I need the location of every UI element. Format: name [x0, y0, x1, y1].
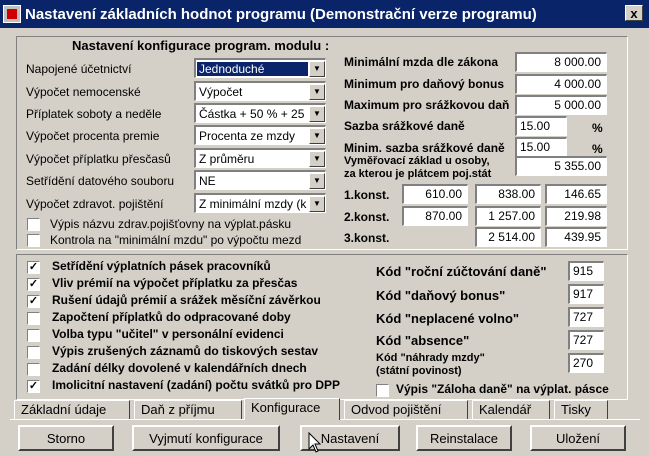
vymerovaci-field[interactable]: 5 355.00: [515, 156, 607, 176]
tab-tisky[interactable]: Tisky: [554, 400, 608, 420]
code-field[interactable]: 727: [568, 307, 604, 327]
combo-value: Výpočet: [199, 84, 243, 99]
chevron-down-icon[interactable]: ▼: [309, 173, 325, 189]
konst-field[interactable]: 610.00: [402, 184, 468, 204]
chevron-down-icon[interactable]: ▼: [309, 61, 325, 77]
tab-odvod-pojisteni[interactable]: Odvod pojištění: [344, 400, 468, 420]
min-bonus-field[interactable]: 4 000.00: [515, 74, 607, 94]
konst-label: 2.konst.: [344, 210, 390, 224]
checkbox-vypis-zrusenych[interactable]: [27, 346, 40, 359]
percent-unit: %: [592, 142, 603, 156]
checkbox-label: Vliv prémií na výpočet příplatku za přesčas: [52, 276, 298, 290]
checkbox-vliv-premii[interactable]: ✓: [28, 278, 39, 290]
vyjmuti-konfigurace-button[interactable]: Vyjmutí konfigurace: [132, 425, 280, 451]
chevron-down-icon[interactable]: ▼: [309, 151, 325, 167]
vypocet-nemocenske-combo[interactable]: [194, 81, 326, 101]
max-srazkova-label: Maximum pro srážkovou daň: [344, 98, 510, 112]
chevron-down-icon[interactable]: ▼: [309, 196, 325, 212]
zdravot-pojisteni-combo[interactable]: [194, 193, 326, 213]
checkbox-kontrola-mzdy[interactable]: [27, 234, 40, 247]
checkbox-label: Rušení údajů prémií a srážek měsíční závěrkou: [52, 293, 321, 307]
checkbox-pocet-svatku[interactable]: ✓: [28, 380, 39, 392]
code-label: Kód "roční zúčtování daně": [376, 264, 547, 279]
section-title: Nastavení konfigurace program. modulu :: [72, 38, 330, 53]
max-srazkova-field[interactable]: 5 000.00: [515, 95, 607, 115]
tab-konfigurace[interactable]: Konfigurace: [244, 398, 340, 420]
setting-label: Setřídění datového souboru: [26, 174, 175, 188]
chevron-down-icon[interactable]: ▼: [309, 106, 325, 122]
checkbox-volba-ucitel[interactable]: [27, 329, 40, 342]
vypocet-premie-combo[interactable]: [194, 125, 326, 145]
konst-label: 1.konst.: [344, 188, 390, 202]
setting-label: Výpočet zdravot. pojištění: [26, 197, 164, 211]
chevron-down-icon[interactable]: ▼: [309, 128, 325, 144]
checkbox-label: Setřídění výplatních pásek pracovníků: [52, 259, 271, 273]
checkbox-zaloha-dane[interactable]: [376, 384, 389, 397]
checkbox-label: Kontrola na "minimální mzdu" po výpočtu mezd: [50, 233, 302, 247]
code-label: Kód "neplacené volno": [376, 311, 520, 326]
code-field[interactable]: 727: [568, 330, 604, 350]
min-sazba-srazkove-field[interactable]: 15.00: [515, 137, 567, 157]
setting-label: Výpočet příplatku přesčasů: [26, 152, 171, 166]
app-icon: [3, 5, 21, 23]
nahrady-label-2: (státní povinost): [376, 365, 462, 377]
ulozeni-button[interactable]: Uložení: [530, 425, 626, 451]
min-bonus-label: Minimum pro daňový bonus: [344, 77, 505, 91]
nastaveni-button[interactable]: Nastavení: [300, 425, 400, 451]
checkbox-label: Započtení příplatků do odpracované doby: [52, 310, 291, 324]
code-field[interactable]: 915: [568, 261, 604, 281]
combo-value: Z průměru: [199, 151, 255, 166]
konst-field[interactable]: 870.00: [402, 206, 468, 226]
code-label: Kód "absence": [376, 333, 470, 348]
checkbox-label: Výpis názvu zdrav.pojišťovny na výplat.pásku: [50, 217, 292, 231]
code-label: Kód "daňový bonus": [376, 288, 506, 303]
checkbox-ruseni-udaju[interactable]: ✓: [28, 295, 39, 307]
setting-label: Výpočet procenta premie: [26, 129, 160, 143]
priplatek-soboty-combo[interactable]: [194, 103, 326, 123]
chevron-down-icon[interactable]: ▼: [309, 84, 325, 100]
vymerovaci-label-2: za kterou je plátcem poj.stát: [344, 168, 492, 180]
mouse-cursor-icon: [308, 432, 322, 454]
setting-label: Příplatek soboty a neděle: [26, 107, 162, 121]
setting-label: Výpočet nemocenské: [26, 85, 141, 99]
sazba-srazkove-field[interactable]: 15.00: [515, 116, 567, 136]
nahrady-field[interactable]: 270: [568, 353, 604, 373]
reinstalace-button[interactable]: Reinstalace: [416, 425, 512, 451]
percent-unit: %: [592, 121, 603, 135]
konst-field[interactable]: 1 257.00: [475, 206, 541, 226]
checkbox-label: Výpis zrušených záznamů do tiskových sestav: [52, 344, 319, 358]
code-field[interactable]: 917: [568, 284, 604, 304]
konst-field[interactable]: 146.65: [545, 184, 607, 204]
title-bar: [0, 0, 649, 28]
combo-value: Z minimální mzdy (k: [199, 196, 307, 211]
storno-button[interactable]: Storno: [18, 425, 114, 451]
konst-field[interactable]: 439.95: [545, 227, 607, 247]
checkbox-label: Výpis "Záloha daně" na výplat. pásce: [396, 382, 609, 396]
checkbox-label: Imolicitní nastavení (zadání) počtu svátků pro DPP: [52, 378, 341, 392]
tab-dan-z-prijmu[interactable]: Daň z příjmu: [134, 400, 242, 420]
checkbox-zapocteni-priplatku[interactable]: [27, 312, 40, 325]
konst-field[interactable]: 219.98: [545, 206, 607, 226]
combo-value: Jednoduché: [197, 62, 308, 76]
combo-value: Procenta ze mzdy: [199, 128, 296, 143]
nahrady-label-1: Kód "náhrady mzdy": [376, 352, 485, 364]
vypocet-prescasu-combo[interactable]: [194, 148, 326, 168]
checkbox-label: Volba typu "učitel" v personální evidenci: [52, 327, 284, 341]
min-mzda-label: Minimální mzda dle zákona: [344, 55, 499, 69]
window-title: Nastavení základních hodnot programu (Demonstrační verze programu): [25, 5, 537, 23]
checkbox-delka-dovolene[interactable]: [27, 363, 40, 376]
napojene-ucetnictvi-combo[interactable]: [194, 58, 326, 78]
tab-zakladni-udaje[interactable]: Základní údaje: [14, 400, 130, 420]
vymerovaci-label-1: Vyměřovací základ u osoby,: [344, 155, 490, 167]
konst-field[interactable]: 2 514.00: [475, 227, 541, 247]
konst-label: 3.konst.: [344, 231, 390, 245]
close-button[interactable]: x: [625, 5, 643, 21]
sazba-srazkove-label: Sazba srážkové daně: [344, 119, 465, 133]
checkbox-vypis-pojistovny[interactable]: [27, 218, 40, 231]
combo-value: NE: [199, 173, 216, 188]
setting-label: Napojené účetnictví: [26, 62, 132, 76]
setrideni-souboru-combo[interactable]: [194, 170, 326, 190]
min-sazba-srazkove-label: Minim. sazba srážkové daně: [344, 141, 505, 155]
konst-field[interactable]: 838.00: [475, 184, 541, 204]
min-mzda-field[interactable]: 8 000.00: [515, 52, 607, 72]
checkbox-label: Zadání délky dovolené v kalendářních dnech: [52, 361, 307, 375]
checkbox-setrideni-pasek[interactable]: ✓: [28, 261, 39, 273]
tab-kalendar[interactable]: Kalendář: [472, 400, 550, 420]
combo-value: Částka + 50 % + 25: [199, 106, 305, 121]
